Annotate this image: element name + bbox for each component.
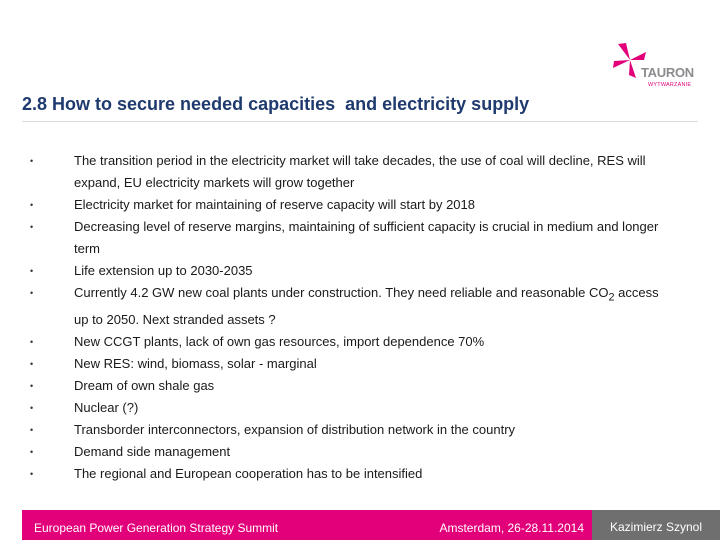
bullet-text: Decreasing level of reserve margins, maintaining of sufficient capacity is crucial in medium and longer term [74,219,659,256]
bullet-dot: • [30,446,34,457]
footer-place-date: Amsterdam, 26-28.11.2014 [439,521,584,535]
bullet-text: The regional and European cooperation has to be intensified [74,465,423,481]
footer-bar [22,510,720,540]
bullet-dot: • [30,468,34,479]
bullet-item [30,419,670,441]
bullet-item [30,331,670,353]
bullet-dot: • [30,380,34,391]
bullet-text: The transition period in the electricity market will take decades, the use of coal will decline, RES will expand, EU electricity markets will grow together [74,153,646,190]
bullet-text: Electricity market for maintaining of reserve capacity will start by 2018 [74,197,475,212]
logo-name: TAURON [641,65,694,80]
bullet-text: New CCGT plants, lack of own gas resources, import dependence 70% [74,333,485,349]
bullet-item [30,194,670,216]
footer-author: Kazimierz Szynol [592,510,720,540]
bullet-item [30,397,670,419]
bullet-dot: • [30,156,34,166]
bullet-item [30,216,670,260]
bullet-item [30,463,670,485]
bullet-item [30,441,670,463]
logo-subtitle: WYTWARZANIE [648,82,692,88]
bullet-list [30,150,670,485]
bullet-text: Dream of own shale gas [74,377,215,393]
co2-subscript: 2 [608,291,615,304]
bullet-dot: • [30,336,34,347]
footer-event: European Power Generation Strategy Summit [34,521,279,535]
bullet-text: Demand side management [74,443,231,459]
bullet-dot: • [30,222,34,232]
bullet-text-continued: access up to 2050. Next stranded assets ? [74,285,659,327]
bullet-text: Life extension up to 2030-2035 [74,263,253,278]
bullet-dot: • [30,266,34,276]
tauron-logo [606,42,706,94]
slide-title: 2.8 How to secure needed capacities and electricity supply [22,94,530,114]
bullet-text: New RES: wind, biomass, solar - marginal [74,355,317,371]
bullet-item [30,353,670,375]
bullet-dot: • [30,200,34,210]
bullet-text: Currently 4.2 GW new coal plants under construction. They need reliable and reasonable CO [74,285,609,300]
bullet-text: Nuclear (?) [74,399,139,415]
bullet-item [30,260,670,282]
bullet-item [30,375,670,397]
title-divider [22,121,698,122]
bullet-item [30,282,670,331]
bullet-text: Transborder interconnectors, expansion of distribution network in the country [74,421,516,437]
bullet-item [30,150,670,194]
bullet-dot: • [30,358,34,369]
bullet-dot: • [30,424,34,435]
bullet-dot: • [30,288,34,298]
bullet-dot: • [30,402,34,413]
